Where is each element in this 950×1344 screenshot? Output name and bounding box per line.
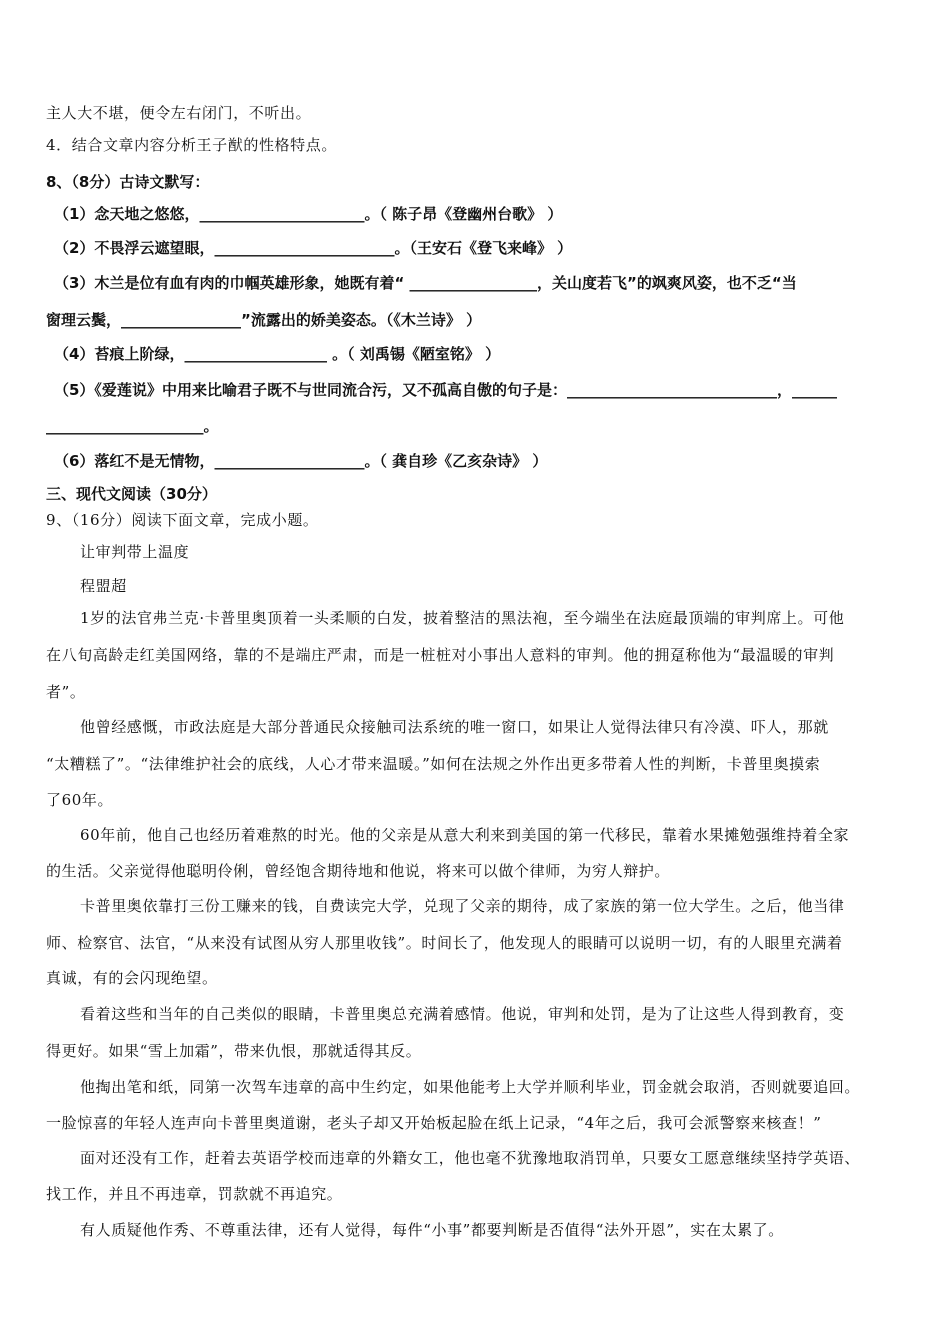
question-8-item-3-line-1: （3）木兰是位有血有肉的巾帼英雄形象，她既有着“ _________________，关山度若飞”的飒爽风姿，也不乏“当 xyxy=(54,274,797,292)
article-author: 程盟超 xyxy=(80,577,127,595)
question-8-item-1: （1）念天地之悠悠，______________________。（ 陈子昂《登幽州台歌》 ） xyxy=(54,205,563,223)
article-line: 他掏出笔和纸，同第一次驾车违章的高中生约定，如果他能考上大学并顺利毕业，罚金就会取消，否则就要追回。 xyxy=(80,1078,861,1096)
question-4: 4．结合文章内容分析王子猷的性格特点。 xyxy=(46,136,337,154)
article-line: 在八旬高龄走红美国网络，靠的不是端庄严肃，而是一桩桩对小事出人意料的审判。他的拥趸称他为“最温暖的审判 xyxy=(46,646,835,664)
article-line: 找工作，并且不再违章，罚款就不再追究。 xyxy=(46,1185,343,1203)
section-3-heading: 三、现代文阅读（30分） xyxy=(46,485,217,503)
article-line: 一脸惊喜的年轻人连声向卡普里奥道谢，老头子却又开始板起脸在纸上记录，“4年之后，我可会派警察来核查！” xyxy=(46,1114,822,1132)
question-8-item-2: （2）不畏浮云遮望眼，________________________。（王安石《登飞来峰》 ） xyxy=(54,239,573,257)
previous-passage-tail: 主人大不堪，便令左右闭门，不听出。 xyxy=(46,104,312,122)
question-8-item-3-line-2: 窗理云鬓，________________”流露出的娇美姿态。（《木兰诗》 ） xyxy=(46,311,482,329)
question-8-item-5-line-1: （5）《爱莲说》中用来比喻君子既不与世同流合污，又不孤高自傲的句子是：____________________________，______ xyxy=(54,381,837,399)
article-line: “太糟糕了”。“法律维护社会的底线，人心才带来温暖。”如何在法规之外作出更多带着人性的判断，卡普里奥摸索 xyxy=(46,755,821,773)
question-8-item-5-line-2: _____________________。 xyxy=(46,417,219,435)
article-line: 卡普里奥依靠打三份工赚来的钱，自费读完大学，兑现了父亲的期待，成了家族的第一位大学生。之后，他当律 xyxy=(80,897,845,915)
article-line: 有人质疑他作秀、不尊重法律，还有人觉得，每件“小事”都要判断是否值得“法外开恩”，实在太累了。 xyxy=(80,1221,784,1239)
article-line: 得更好。如果“雪上加霜”，带来仇恨，那就适得其反。 xyxy=(46,1042,422,1060)
article-line: 60年前，他自己也经历着难熬的时光。他的父亲是从意大利来到美国的第一代移民，靠着水果摊勉强维持着全家 xyxy=(80,826,850,844)
question-8-item-6: （6）落红不是无情物，____________________。（ 龚自珍《乙亥杂诗》 ） xyxy=(54,452,548,470)
article-line: 面对还没有工作，赶着去英语学校而违章的外籍女工，他也毫不犹豫地取消罚单，只要女工愿意继续坚持学英语、 xyxy=(80,1149,861,1167)
question-8-header: 8、（8分）古诗文默写： xyxy=(46,173,210,191)
article-line: 师、检察官、法官，“从来没有试图从穷人那里收钱”。时间长了，他发现人的眼睛可以说明一切，有的人眼里充满着 xyxy=(46,934,843,952)
article-line: 1岁的法官弗兰克·卡普里奥顶着一头柔顺的白发，披着整洁的黑法袍，至今端坐在法庭最顶端的审判席上。可他 xyxy=(80,609,845,627)
article-title: 让审判带上温度 xyxy=(80,543,190,561)
article-line: 了60年。 xyxy=(46,791,114,809)
article-line: 者”。 xyxy=(46,683,86,701)
article-line: 真诚，有的会闪现绝望。 xyxy=(46,969,218,987)
question-8-item-4: （4）苔痕上阶绿，___________________ 。（ 刘禹锡《陋室铭》 ） xyxy=(54,345,501,363)
article-line: 看着这些和当年的自己类似的眼睛，卡普里奥总充满着感情。他说，审判和处罚，是为了让这些人得到教育，变 xyxy=(80,1005,845,1023)
question-9-header: 9、（16分）阅读下面文章，完成小题。 xyxy=(46,511,319,529)
article-line: 的生活。父亲觉得他聪明伶俐，曾经饱含期待地和他说，将来可以做个律师，为穷人辩护。 xyxy=(46,862,671,880)
article-line: 他曾经感慨，市政法庭是大部分普通民众接触司法系统的唯一窗口，如果让人觉得法律只有冷漠、吓人，那就 xyxy=(80,718,829,736)
